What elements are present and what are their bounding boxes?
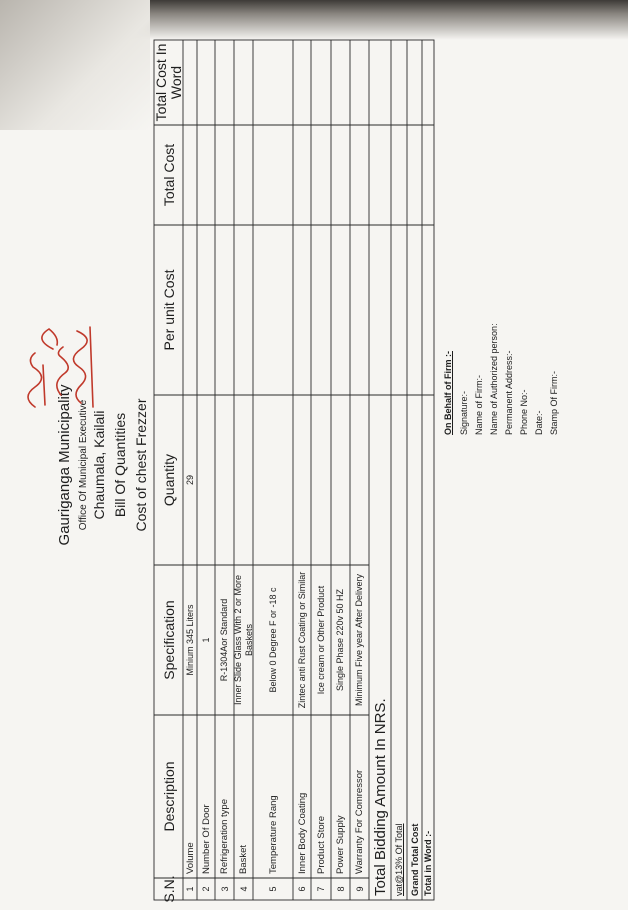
firm-signature-field: Signature:-	[459, 390, 469, 435]
row-8-description: Power Supply	[335, 815, 346, 874]
municipality-title: Gauriganga Municipality	[56, 384, 73, 546]
col-header-total-cost: Total Cost	[160, 143, 177, 207]
total-bidding-amount-label: Total Bidding Amount In NRS.	[371, 698, 389, 896]
authorized-person-field: Name of Authorized person:	[489, 323, 499, 435]
col-header-per-unit-cost: Per unit Cost	[160, 269, 177, 351]
row-2-description: Number Of Door	[200, 804, 212, 874]
row-5-specification: Below 0 Degree F or -18 c	[267, 587, 278, 693]
row-7-specification: Ice cream or Other Product	[315, 585, 326, 695]
row-6-specification: Zintec anti Rust Coating or Similar	[296, 571, 307, 709]
row-5-sn: 5	[268, 886, 278, 892]
office-subtitle: Office Of Municipal Executive	[78, 399, 89, 531]
row-9-description: Warranty For Comressor	[354, 769, 365, 874]
col-header-quantity: Quantity	[160, 453, 177, 507]
row-9-sn: 9	[354, 886, 365, 892]
row-6-description: Inner Body Coating	[296, 792, 308, 874]
row-1-specification: Minium 345 Liters	[184, 604, 195, 676]
row-4-specification: Inner Slide Glass With 2 or More Baskets	[232, 574, 254, 706]
row-4-sn: 4	[238, 886, 249, 892]
col-header-specification: Specification	[160, 600, 177, 680]
row-1-quantity: 29	[185, 475, 195, 486]
rotated-document	[8, 30, 618, 903]
row-4-description: Basket	[238, 844, 249, 874]
total-in-word-label: Total in Word :-	[423, 830, 433, 896]
grand-total-label: Grand Total Cost	[409, 823, 420, 896]
row-2-sn: 2	[201, 886, 211, 892]
row-3-sn: 3	[219, 886, 230, 892]
row-9-specification: Minimum Five year After Delivery	[354, 573, 364, 707]
cost-of-item-title: Cost of chest Frezzer	[133, 398, 149, 532]
row-1-description: Volume	[184, 842, 196, 874]
date-field: Date:-	[534, 410, 544, 435]
col-header-description: Description	[160, 761, 177, 832]
row-3-specification: R-1304Aor Standard	[219, 598, 229, 682]
permanent-address-field: Permanent Address:-	[504, 350, 514, 435]
row-5-description: Temperature Rang	[267, 795, 279, 874]
firm-name-field: Name of Firm:-	[474, 374, 484, 435]
row-8-sn: 8	[335, 886, 346, 892]
document-header	[8, 30, 158, 900]
location-line: Chaumala, Kailali	[91, 410, 107, 520]
row-1-sn: 1	[185, 886, 195, 892]
handwritten-signature	[13, 305, 113, 415]
col-header-total-cost-in-word: Total Cost In Word	[152, 43, 184, 122]
firm-details-block	[443, 30, 583, 900]
phone-field: Phone No:-	[519, 389, 529, 435]
row-7-sn: 7	[316, 886, 326, 892]
bill-of-quantities-title: Bill Of Quantities	[112, 412, 128, 518]
row-7-description: Product Store	[315, 815, 327, 874]
row-3-description: Refrigeration type	[219, 799, 230, 874]
col-header-sn: S.N.	[160, 875, 177, 903]
vat-label: vat@13% Of Total	[394, 823, 404, 896]
row-8-specification: Single Phase 220v 50 HZ	[335, 588, 345, 692]
firm-stamp-field: Stamp Of Firm:-	[549, 370, 559, 435]
bill-of-quantities-table	[152, 40, 434, 903]
row-6-sn: 6	[297, 886, 307, 892]
firm-heading: On Behalf of Firm :-	[443, 351, 453, 435]
row-2-specification: 1	[200, 637, 211, 643]
